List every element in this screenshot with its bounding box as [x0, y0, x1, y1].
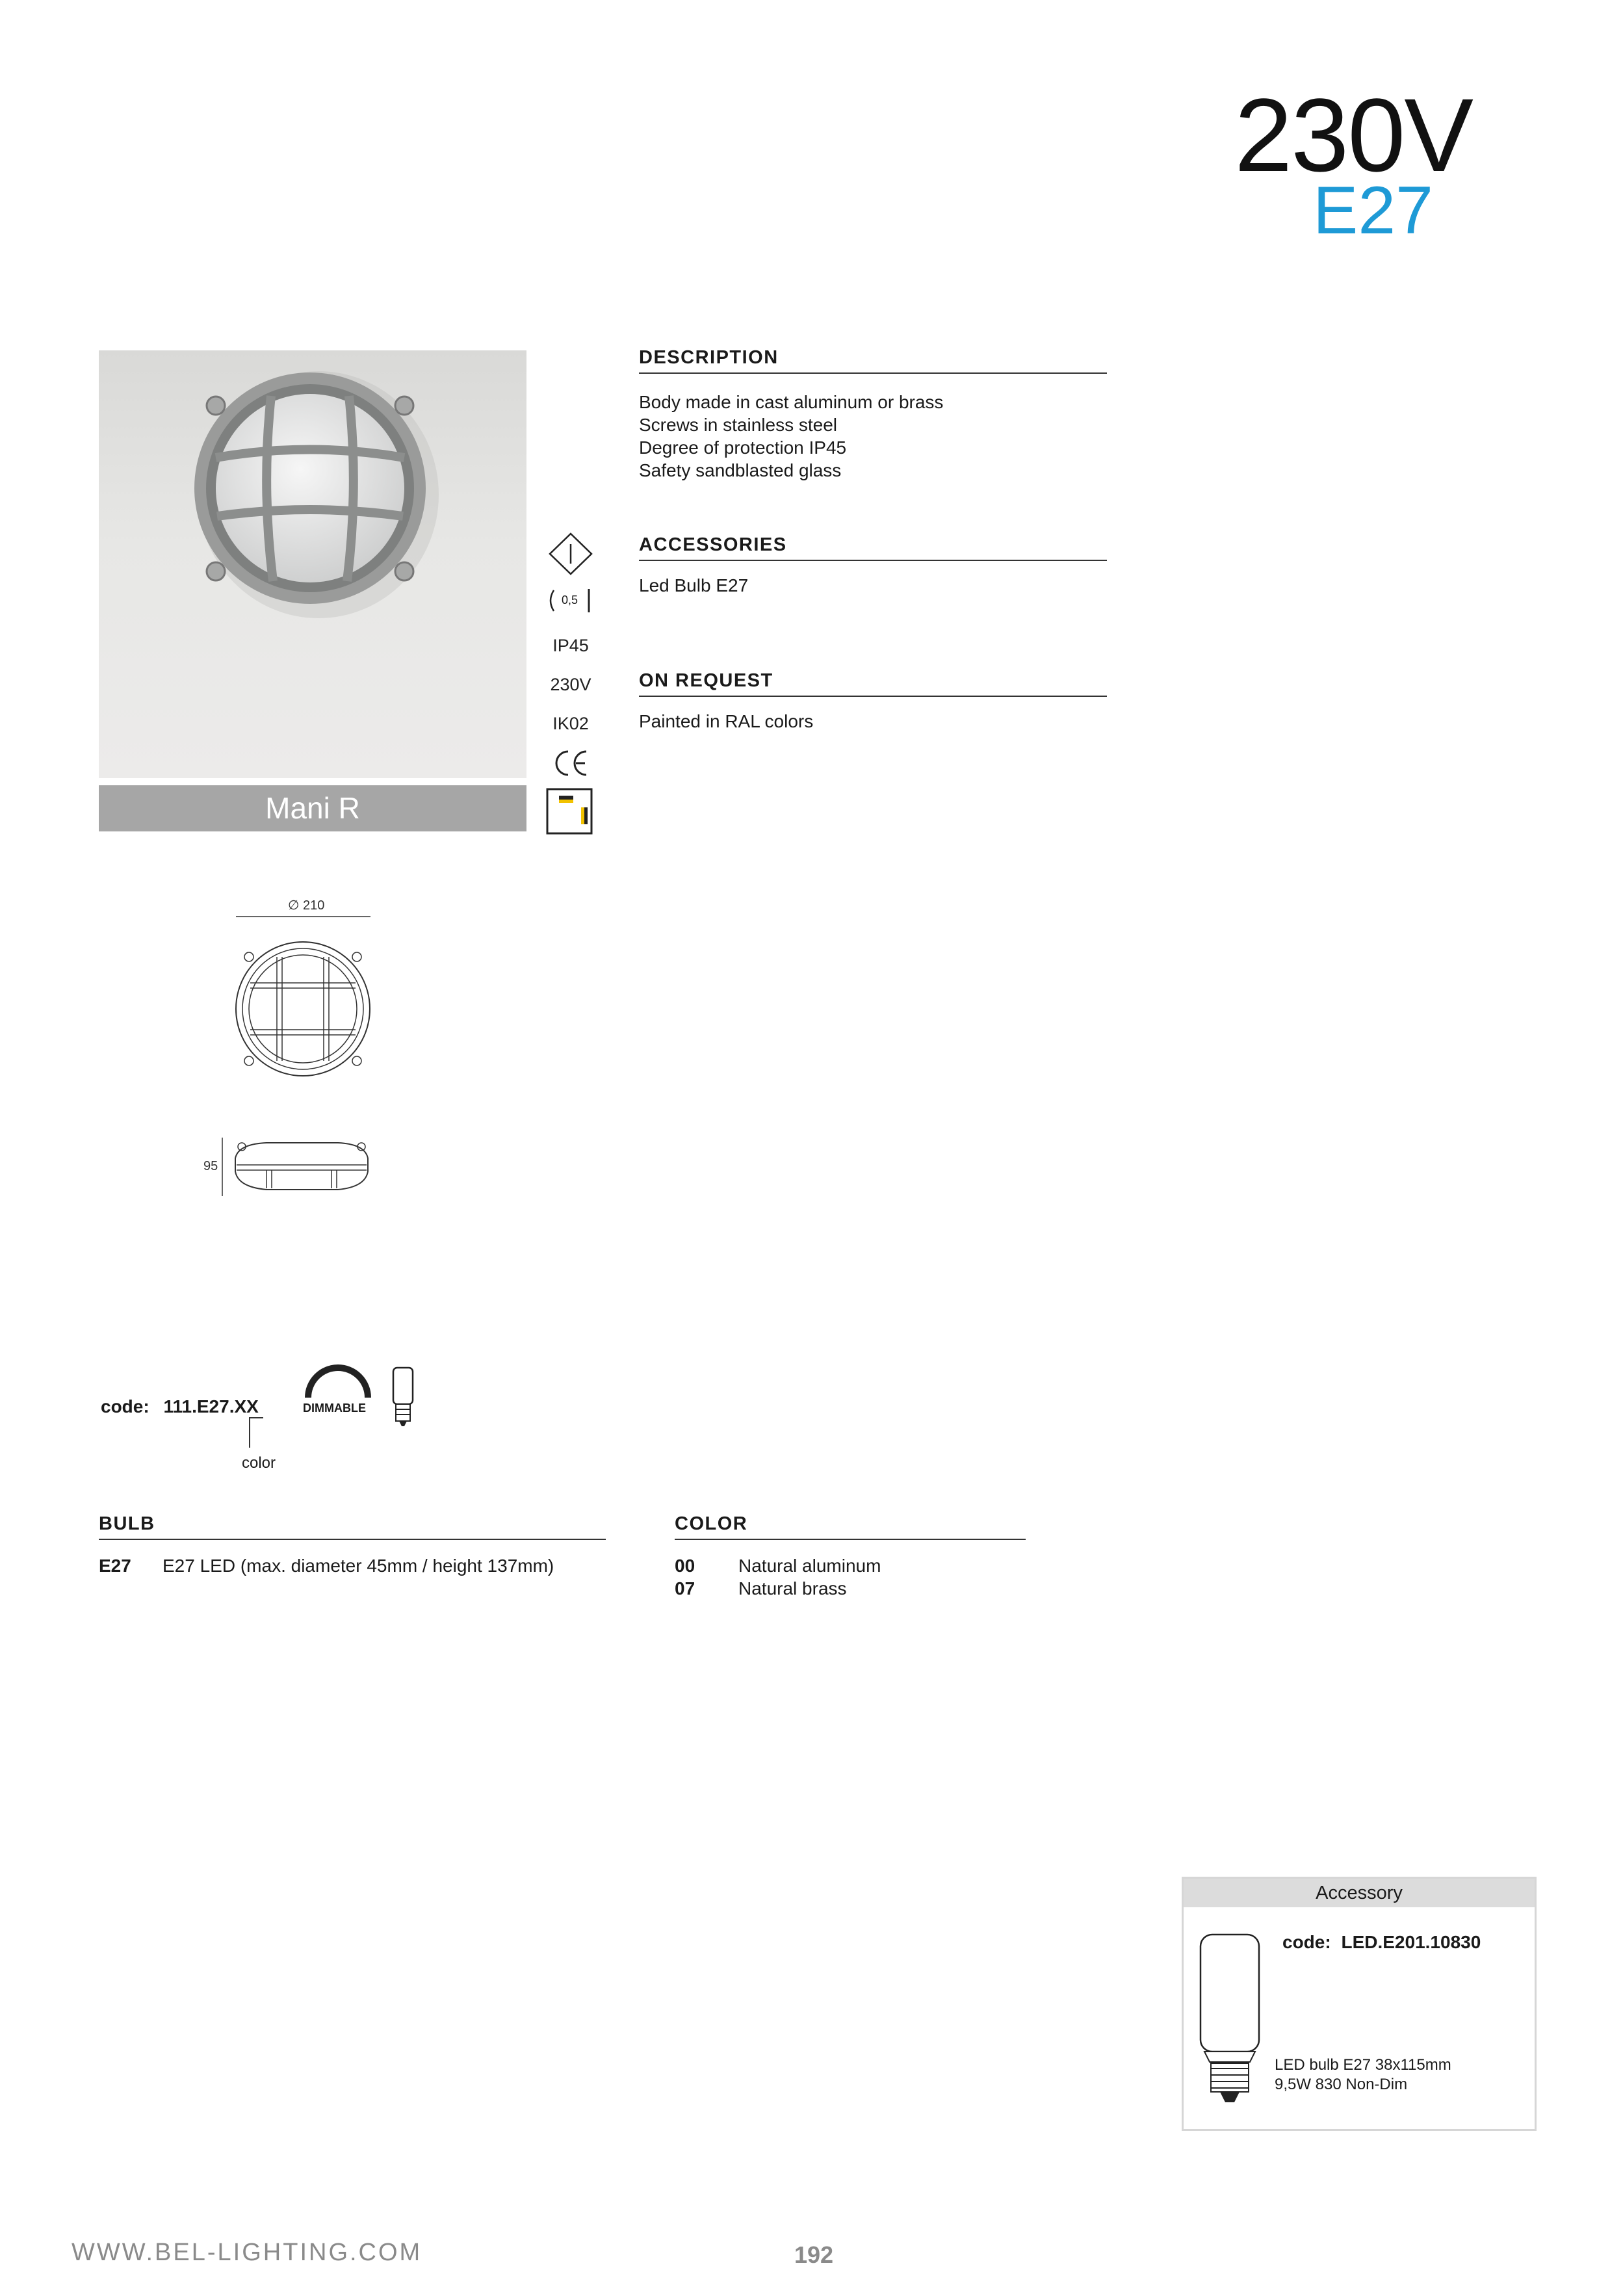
- on-request-text: Painted in RAL colors: [639, 711, 814, 731]
- color-row: [675, 1554, 1026, 1577]
- led-bulb-icon: [1198, 1932, 1263, 2111]
- accessory-box: [1182, 1877, 1537, 2131]
- impact-value: 0,5: [562, 594, 578, 607]
- dimmable-label: DIMMABLE: [303, 1402, 366, 1415]
- accessory-code: LED.E201.10830: [1341, 1932, 1481, 1952]
- top-view-drawing: [231, 897, 387, 1089]
- bulb-type-icon: [390, 1365, 416, 1433]
- socket-heading: E27: [1312, 173, 1433, 248]
- page-number: 192: [794, 2241, 834, 2268]
- color-caption: color: [242, 1454, 276, 1472]
- color-text: Natural aluminum: [738, 1556, 881, 1576]
- color-code: 07: [675, 1578, 695, 1598]
- bulb-title: BULB: [99, 1513, 606, 1540]
- accessory-line: 9,5W 830 Non-Dim: [1275, 2076, 1408, 2093]
- ce-mark-icon: [551, 746, 590, 783]
- description-line: Screws in stainless steel: [639, 415, 838, 435]
- diameter-label: ∅ 210: [288, 898, 325, 913]
- accessory-line: LED bulb E27 38x115mm: [1275, 2056, 1451, 2074]
- on-request-title: ON REQUEST: [639, 670, 1107, 697]
- accessory-code-label: code:: [1282, 1932, 1331, 1952]
- voltage-rating: 230V: [550, 675, 591, 694]
- product-photo: [99, 350, 526, 778]
- color-text: Natural brass: [738, 1578, 847, 1598]
- code-suffix: XX: [234, 1396, 259, 1416]
- description-title: DESCRIPTION: [639, 347, 1107, 374]
- color-code: 00: [675, 1556, 695, 1576]
- footer-url[interactable]: WWW.BEL-LIGHTING.COM: [71, 2239, 422, 2266]
- height-label: 95: [203, 1159, 218, 1173]
- ip-rating: IP45: [552, 636, 589, 655]
- bulb-code: E27: [99, 1556, 131, 1576]
- description-line: Body made in cast aluminum or brass: [639, 392, 944, 412]
- bulb-text: E27 LED (max. diameter 45mm / height 137mm): [162, 1556, 554, 1576]
- accessory-code-row: [1282, 1932, 1481, 1953]
- description-line: Degree of protection IP45: [639, 437, 847, 458]
- product-name-bar: Mani R: [99, 785, 526, 831]
- accessories-title: ACCESSORIES: [639, 534, 1107, 561]
- voltage-heading: 230V: [1234, 77, 1472, 193]
- class-i-icon: [545, 531, 597, 580]
- accessory-description: [1275, 2055, 1451, 2094]
- color-row: [675, 1577, 1026, 1600]
- code-value: 111.E27.: [163, 1396, 235, 1416]
- code-label: code:: [101, 1396, 149, 1416]
- product-code: [101, 1396, 259, 1417]
- ik-rating: IK02: [552, 714, 589, 733]
- impact-resistance-icon: [545, 584, 597, 618]
- description-body: [639, 391, 1107, 482]
- color-title: COLOR: [675, 1513, 1026, 1540]
- color-pointer-line: [249, 1417, 263, 1448]
- bulb-row: [99, 1554, 606, 1577]
- flammable-surface-icon: [546, 788, 593, 838]
- accessories-text: Led Bulb E27: [639, 575, 749, 595]
- description-line: Safety sandblasted glass: [639, 460, 842, 480]
- side-view-drawing: [195, 1131, 377, 1206]
- accessory-title: Accessory: [1184, 1879, 1535, 1907]
- dimmable-icon: [302, 1364, 374, 1417]
